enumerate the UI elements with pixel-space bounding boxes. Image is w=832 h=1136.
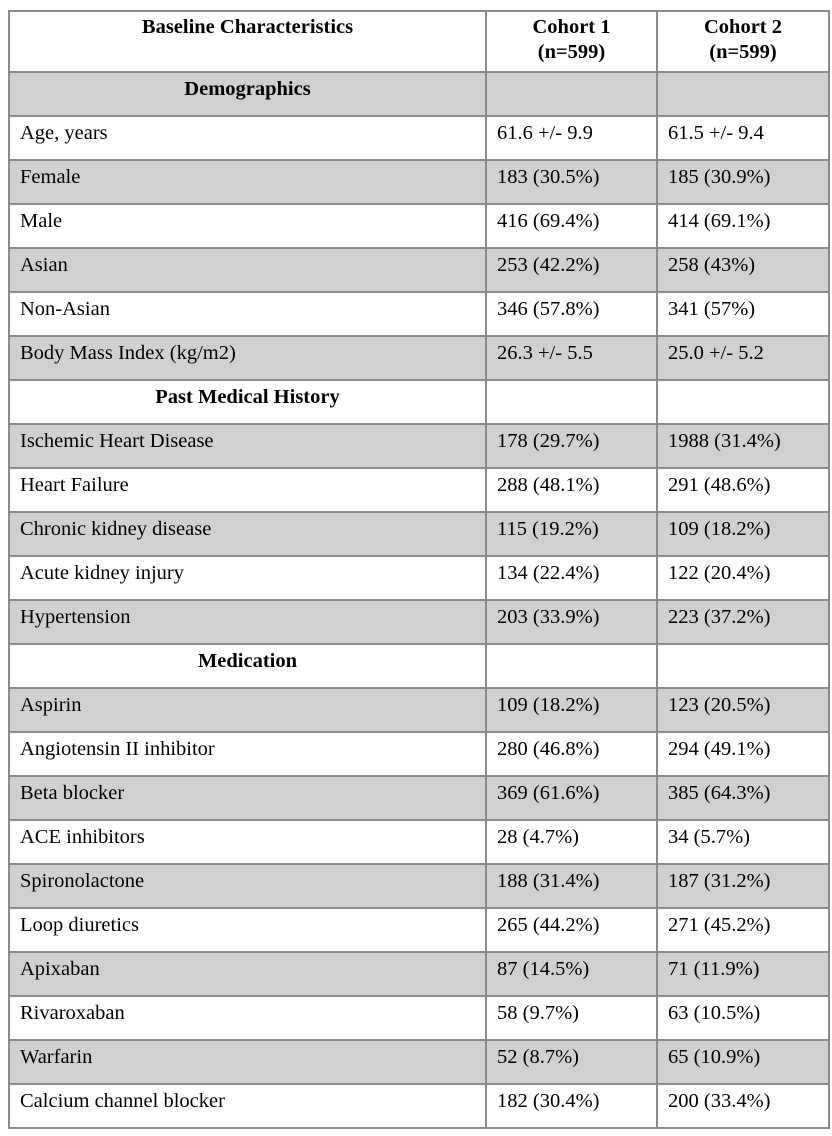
cohort-2-value: 200 (33.4%) (657, 1084, 829, 1128)
cohort-1-value: 26.3 +/- 5.5 (486, 336, 657, 380)
cohort-1-value: 109 (18.2%) (486, 688, 657, 732)
cohort-2-value: 223 (37.2%) (657, 600, 829, 644)
cohort-1-value: 369 (61.6%) (486, 776, 657, 820)
row-label: Heart Failure (9, 468, 486, 512)
row-label: Ischemic Heart Disease (9, 424, 486, 468)
cohort-2-value: 258 (43%) (657, 248, 829, 292)
cohort-2-value (657, 644, 829, 688)
row-label: Apixaban (9, 952, 486, 996)
cohort-2-value: 187 (31.2%) (657, 864, 829, 908)
cohort-1-value: 115 (19.2%) (486, 512, 657, 556)
section-row-medication (9, 644, 829, 688)
table-row (9, 160, 829, 204)
cohort-2-value: 65 (10.9%) (657, 1040, 829, 1084)
section-row-demographics (9, 72, 829, 116)
cohort-2-value: 122 (20.4%) (657, 556, 829, 600)
cohort-1-value: 416 (69.4%) (486, 204, 657, 248)
row-label: Calcium channel blocker (9, 1084, 486, 1128)
row-label: Hypertension (9, 600, 486, 644)
table-row (9, 908, 829, 952)
table-row (9, 732, 829, 776)
table-row (9, 556, 829, 600)
header-row (9, 11, 829, 72)
header-cohort-2 (657, 11, 829, 72)
row-label: Asian (9, 248, 486, 292)
cohort-2-value: 34 (5.7%) (657, 820, 829, 864)
table-body (9, 72, 829, 1128)
cohort-2-value: 341 (57%) (657, 292, 829, 336)
table-row (9, 248, 829, 292)
table-row (9, 204, 829, 248)
header-label: Baseline Characteristics (141, 16, 354, 38)
row-label: Female (9, 160, 486, 204)
cohort-1-value (486, 644, 657, 688)
table-row (9, 952, 829, 996)
cohort-2-value: 414 (69.1%) (657, 204, 829, 248)
cohort-1-value: 87 (14.5%) (486, 952, 657, 996)
row-label: Age, years (9, 116, 486, 160)
cohort-2-value: 25.0 +/- 5.2 (657, 336, 829, 380)
row-label: Male (9, 204, 486, 248)
cohort-2-value (657, 380, 829, 424)
cohort-2-value: 109 (18.2%) (657, 512, 829, 556)
row-label: Angiotensin II inhibitor (9, 732, 486, 776)
cohort-1-value: 188 (31.4%) (486, 864, 657, 908)
header-cohort-1-n: (n=599) (537, 41, 606, 63)
cohort-1-value: 280 (46.8%) (486, 732, 657, 776)
row-label: Rivaroxaban (9, 996, 486, 1040)
row-label: Non-Asian (9, 292, 486, 336)
cohort-2-value: 271 (45.2%) (657, 908, 829, 952)
table-row (9, 820, 829, 864)
cohort-2-value: 63 (10.5%) (657, 996, 829, 1040)
table-header (9, 11, 829, 72)
cohort-1-value: 253 (42.2%) (486, 248, 657, 292)
row-label: Past Medical History (9, 380, 486, 424)
row-label: Medication (9, 644, 486, 688)
cohort-2-value: 61.5 +/- 9.4 (657, 116, 829, 160)
table-row (9, 688, 829, 732)
cohort-1-value: 203 (33.9%) (486, 600, 657, 644)
section-row-past-medical-history (9, 380, 829, 424)
cohort-1-value: 58 (9.7%) (486, 996, 657, 1040)
row-label: Warfarin (9, 1040, 486, 1084)
cohort-2-value: 71 (11.9%) (657, 952, 829, 996)
header-cohort-1-title: Cohort 1 (532, 16, 611, 38)
row-label: Aspirin (9, 688, 486, 732)
row-label: Body Mass Index (kg/m2) (9, 336, 486, 380)
row-label: ACE inhibitors (9, 820, 486, 864)
cohort-2-value: 185 (30.9%) (657, 160, 829, 204)
cohort-1-value: 182 (30.4%) (486, 1084, 657, 1128)
cohort-1-value: 134 (22.4%) (486, 556, 657, 600)
table-row (9, 776, 829, 820)
table-row (9, 292, 829, 336)
cohort-1-value: 52 (8.7%) (486, 1040, 657, 1084)
table-row (9, 512, 829, 556)
header-baseline-characteristics (9, 11, 486, 72)
table-row (9, 468, 829, 512)
row-label: Acute kidney injury (9, 556, 486, 600)
baseline-characteristics-table (8, 10, 830, 1129)
row-label: Loop diuretics (9, 908, 486, 952)
cohort-2-value: 1988 (31.4%) (657, 424, 829, 468)
cohort-2-value (657, 72, 829, 116)
cohort-1-value: 61.6 +/- 9.9 (486, 116, 657, 160)
row-label: Demographics (9, 72, 486, 116)
cohort-1-value (486, 380, 657, 424)
header-cohort-1 (486, 11, 657, 72)
table-row (9, 1084, 829, 1128)
row-label: Beta blocker (9, 776, 486, 820)
cohort-1-value: 288 (48.1%) (486, 468, 657, 512)
table-row (9, 424, 829, 468)
table-row (9, 600, 829, 644)
cohort-2-value: 123 (20.5%) (657, 688, 829, 732)
row-label: Chronic kidney disease (9, 512, 486, 556)
cohort-1-value: 28 (4.7%) (486, 820, 657, 864)
header-cohort-2-title: Cohort 2 (703, 16, 782, 38)
cohort-1-value: 183 (30.5%) (486, 160, 657, 204)
table-row (9, 336, 829, 380)
cohort-1-value (486, 72, 657, 116)
table-row (9, 116, 829, 160)
table-row (9, 864, 829, 908)
cohort-1-value: 346 (57.8%) (486, 292, 657, 336)
cohort-2-value: 385 (64.3%) (657, 776, 829, 820)
cohort-2-value: 294 (49.1%) (657, 732, 829, 776)
row-label: Spironolactone (9, 864, 486, 908)
table-row (9, 1040, 829, 1084)
cohort-2-value: 291 (48.6%) (657, 468, 829, 512)
cohort-1-value: 178 (29.7%) (486, 424, 657, 468)
header-cohort-2-n: (n=599) (709, 41, 777, 63)
table-row (9, 996, 829, 1040)
cohort-1-value: 265 (44.2%) (486, 908, 657, 952)
